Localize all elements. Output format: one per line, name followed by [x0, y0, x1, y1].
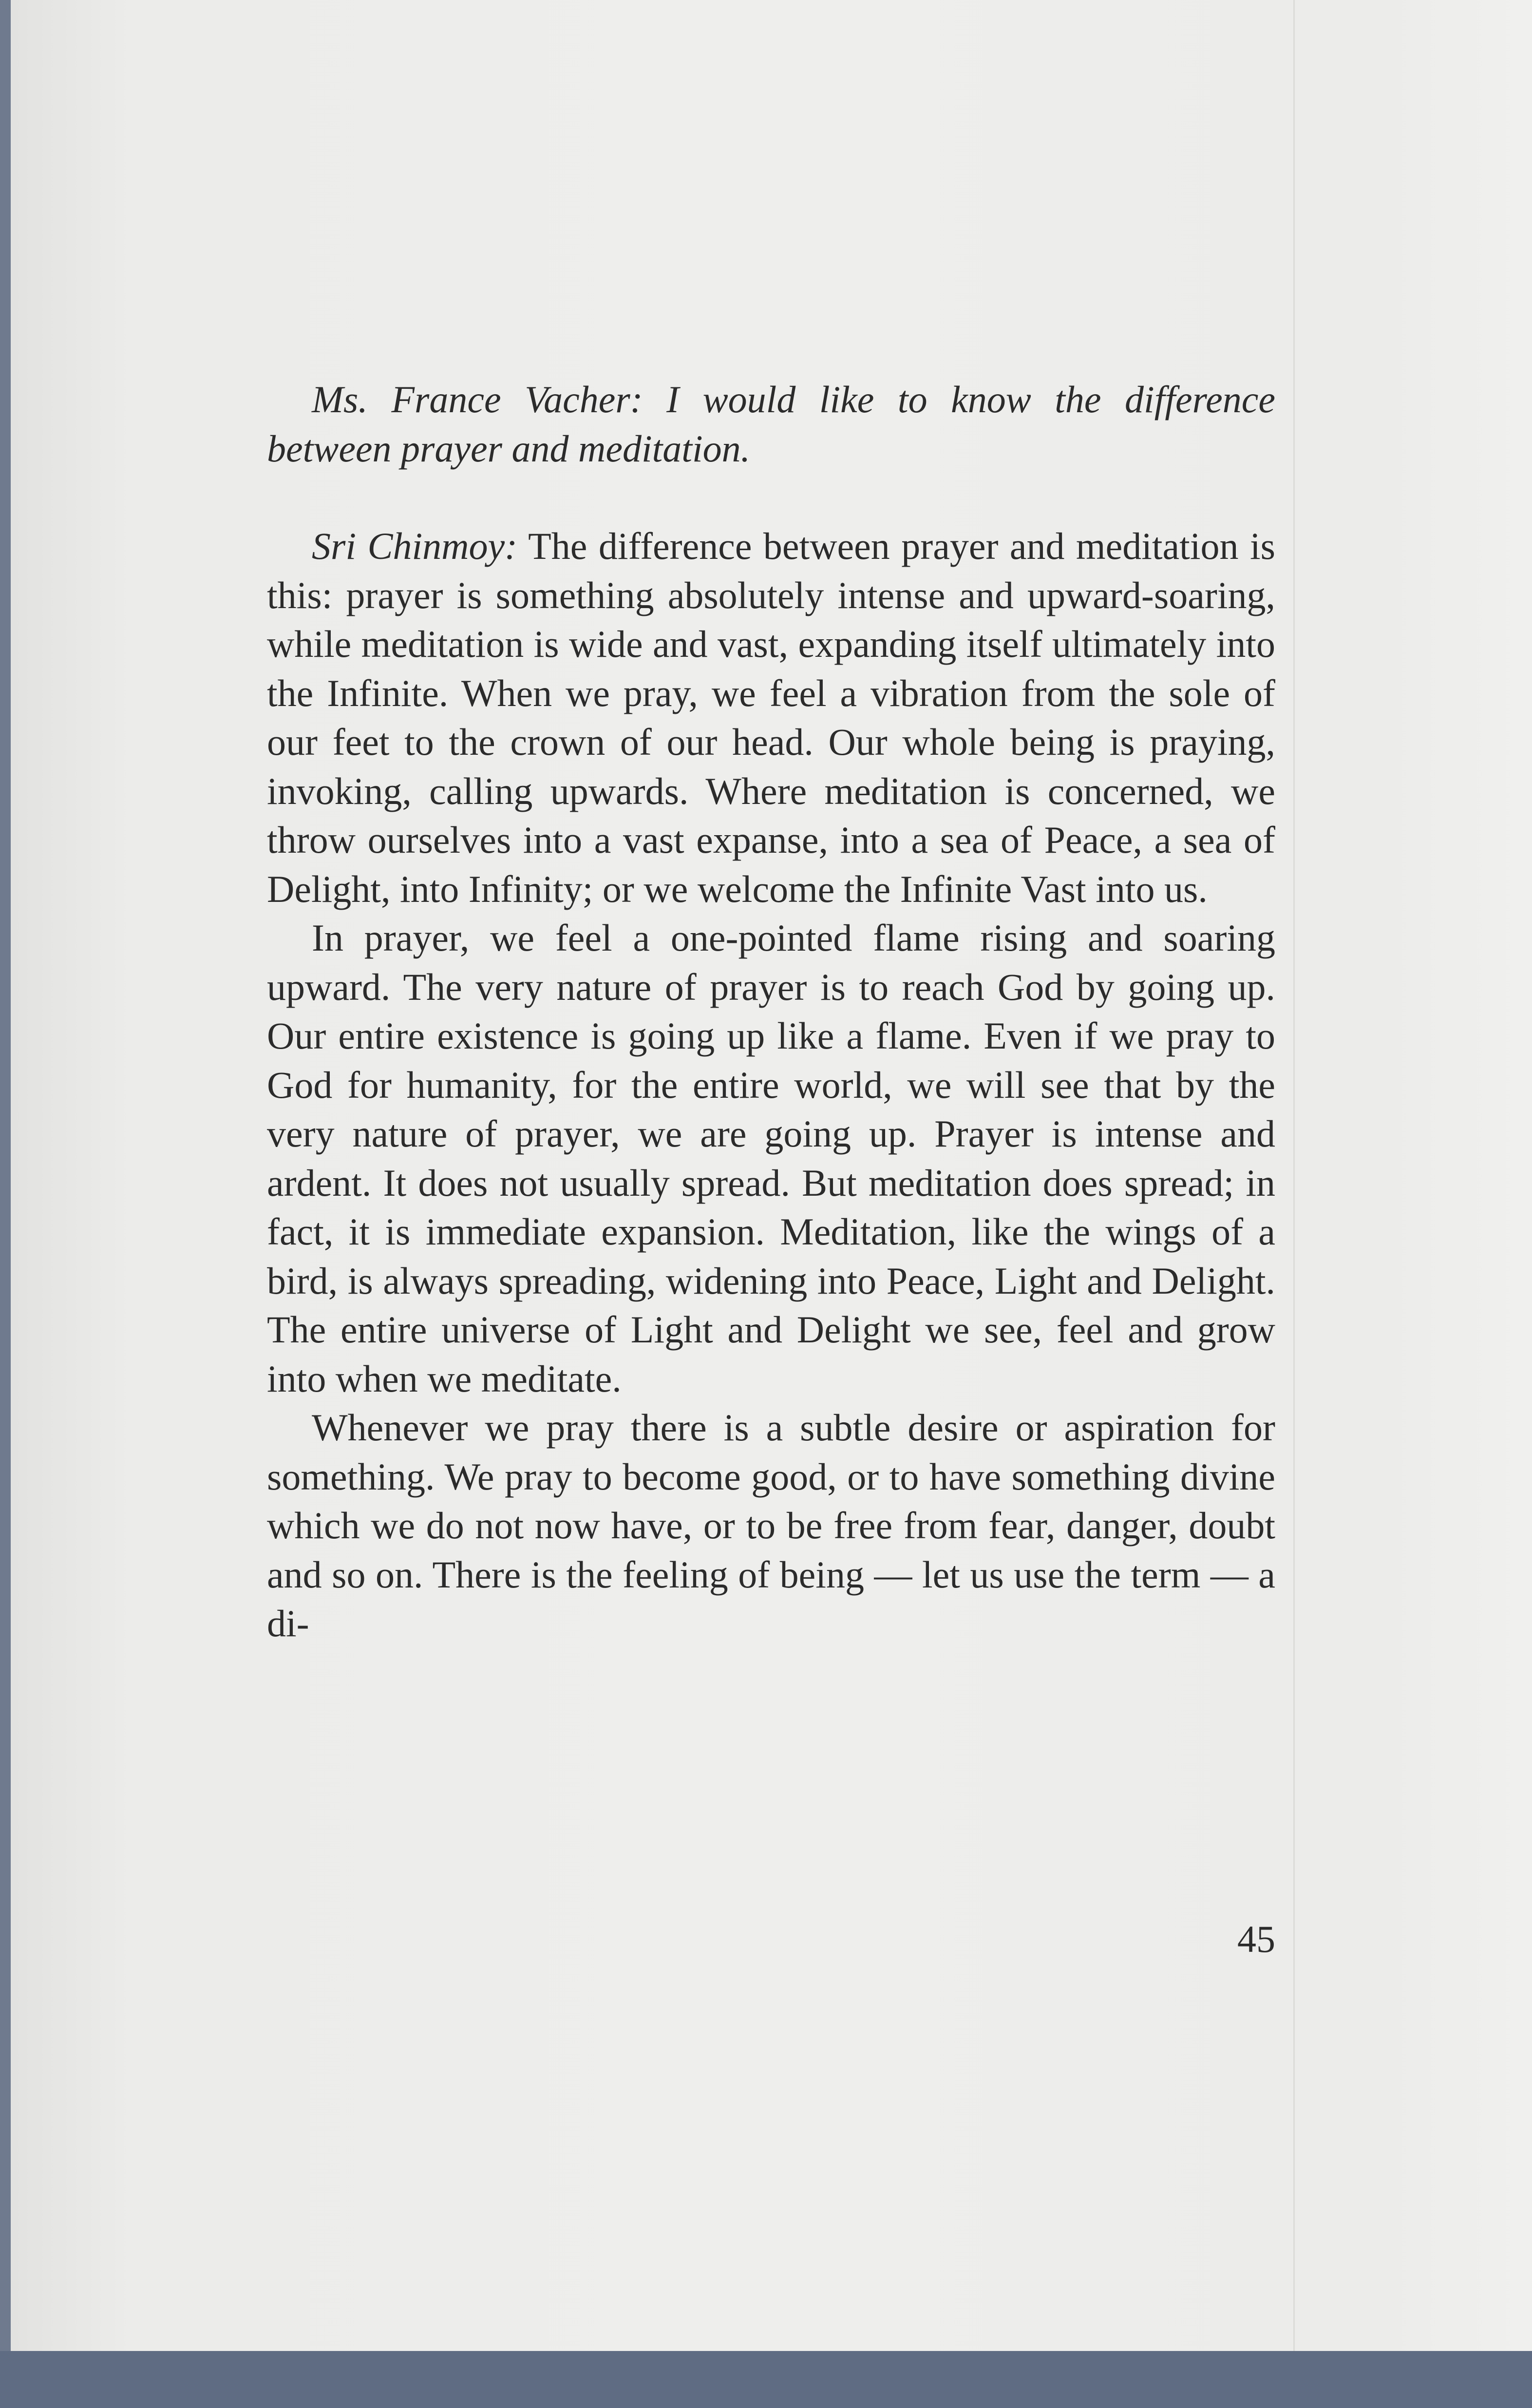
paper-edge-line	[1293, 0, 1295, 2368]
answer-paragraph-1	[267, 522, 1275, 914]
speaker-label: Sri Chinmoy:	[312, 525, 518, 567]
body-text	[267, 375, 1275, 1648]
answer-paragraph-2: In prayer, we feel a one-pointed flame rising and soaring upward. The very nature of prayer is to reach God by going up. Our entire existence is going up like a flame. Even if we pray to God for humanity, for the entire world, we will see that by the very nature of prayer, we are going up. Prayer is intense and ardent. It does not usually spread. But meditation does spread; in fact, it is immediate expansion. Meditation, like the wings of a bird, is always spreading, widening into Peace, Light and Delight. The entire universe of Light and Delight we see, feel and grow into when we meditate.	[267, 917, 1275, 1400]
question-paragraph: Ms. France Vacher: I would like to know the difference between prayer and meditation.	[267, 378, 1275, 470]
answer-text-1: The difference between prayer and meditation is this: prayer is something absolutely intense and upward-soaring, while meditation is wide and vast, expanding itself ultimately into the Infinite. When we pray, we feel a vibration from the sole of our feet to the crown of our head. Our whole being is praying, invoking, calling upwards. Where meditation is concerned, we throw ourselves into a vast expanse, into a sea of Peace, a sea of Delight, into Infinity; or we welcome the Infinite Vast into us.	[267, 525, 1275, 910]
answer-paragraph-3: Whenever we pray there is a subtle desire or aspiration for something. We pray to become good, or to have something divine which we do not now have, or to be free from fear, danger, doubt and so on. There is the feeling of being — let us use the term — a di-	[267, 1406, 1275, 1644]
scan-background-strip	[0, 2351, 1532, 2408]
page-number: 45	[1237, 1918, 1275, 1960]
